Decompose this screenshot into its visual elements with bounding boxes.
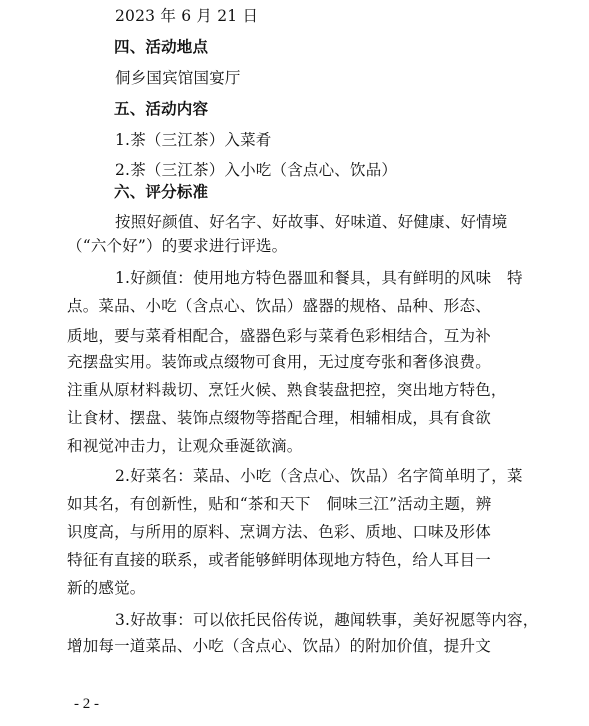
paragraph-3-line-2: 增加每一道菜品、小吃（含点心、饮品）的附加价值，提升文: [67, 637, 491, 655]
section-5-item-1: 1.茶（三江茶）入菜肴: [115, 131, 272, 149]
paragraph-1-line-6: 让食材、摆盘、装饰点缀物等搭配合理，相辅相成，具有食欲: [67, 409, 491, 427]
paragraph-2-line-3: 识度高，与所用的原料、烹调方法、色彩、质地、口味及形体: [67, 523, 491, 541]
page-number: - 2 -: [74, 696, 99, 712]
paragraph-1-line-7: 和视觉冲击力，让观众垂涎欲滴。: [67, 437, 303, 455]
paragraph-2-line-4: 特征有直接的联系，或者能够鲜明体现地方特色，给人耳目一: [67, 551, 491, 569]
paragraph-2-line-5: 新的感觉。: [67, 579, 146, 597]
section-5-heading: 五、活动内容: [114, 100, 209, 118]
section-4-text: 侗乡国宾馆国宴厅: [115, 69, 241, 87]
paragraph-1-line-5: 注重从原材料裁切、烹饪火候、熟食装盘把控，突出地方特色，: [67, 381, 507, 399]
paragraph-1-line-1: 1.好颜值：使用地方特色器皿和餐具，具有鲜明的风味 特: [115, 269, 523, 287]
document-date: 2023 年 6 月 21 日: [115, 7, 259, 25]
paragraph-1-line-2: 点。菜品、小吃（含点心、饮品）盛器的规格、品种、形态、: [67, 297, 491, 315]
paragraph-1-line-4: 充摆盘实用。装饰或点缀物可食用，无过度夸张和奢侈浪费。: [67, 353, 491, 371]
paragraph-2-line-2: 如其名，有创新性，贴和“茶和天下 侗味三江”活动主题，辨: [67, 495, 492, 513]
paragraph-2-line-1: 2.好菜名：菜品、小吃（含点心、饮品）名字简单明了，菜: [115, 467, 523, 485]
paragraph-3-line-1: 3.好故事：可以依托民俗传说，趣闻轶事，美好祝愿等内容，: [115, 611, 539, 629]
section-4-heading: 四、活动地点: [114, 38, 209, 56]
intro-line-2: （“六个好”）的要求进行评选。: [67, 237, 288, 255]
intro-line-1: 按照好颜值、好名字、好故事、好味道、好健康、好情境: [115, 213, 508, 231]
section-6-heading: 六、评分标准: [114, 183, 209, 201]
section-5-item-2: 2.茶（三江茶）入小吃（含点心、饮品）: [115, 161, 398, 179]
paragraph-1-line-3: 质地，要与菜肴相配合，盛器色彩与菜肴色彩相结合，互为补: [67, 327, 491, 345]
